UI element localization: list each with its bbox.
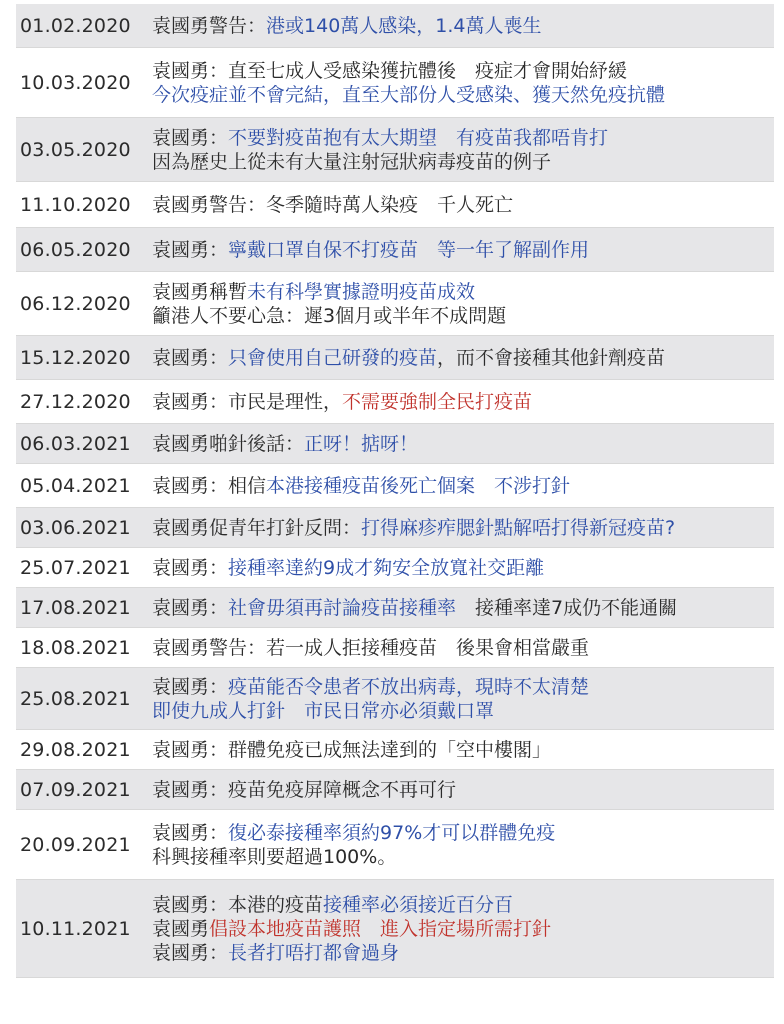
statement-line (152, 238, 774, 262)
statement-segment: 復必泰接種率須約97%才可以群體免疫 (228, 821, 556, 844)
statement-line (152, 59, 774, 83)
statement-line (152, 516, 774, 540)
statement-segment: ，而不會接種其他針劑疫苗 (437, 346, 666, 369)
timeline-row (16, 880, 774, 978)
timeline-row (16, 4, 774, 48)
row-date: 03.05.2020 (20, 138, 131, 161)
statement-line (152, 346, 774, 370)
timeline-row (16, 668, 774, 730)
row-date: 17.08.2021 (20, 596, 131, 619)
statement-segment: 正呀！掂呀！ (304, 432, 419, 455)
statement-line (152, 390, 774, 414)
row-date: 11.10.2020 (20, 193, 131, 216)
row-statement (152, 193, 774, 217)
statement-segment: 只會使用自己研發的疫苗 (228, 346, 438, 369)
statement-segment: 打得麻疹痄腮針點解唔打得新冠疫苗? (361, 516, 676, 539)
timeline-row (16, 182, 774, 228)
statement-segment: 袁國勇：群體免疫已成無法達到的「空中樓閣」 (152, 738, 552, 761)
row-statement (152, 390, 774, 414)
statement-segment: 袁國勇 (152, 917, 210, 940)
row-statement (152, 893, 774, 965)
timeline-row (16, 770, 774, 810)
row-statement (152, 474, 774, 498)
row-statement (152, 59, 774, 107)
timeline-row (16, 508, 774, 548)
statement-segment: 接種率達約9成才夠安全放寬社交距離 (228, 556, 545, 579)
statement-line (152, 83, 774, 107)
statement-segment: 不需要強制全民打疫苗 (342, 390, 533, 413)
timeline-row (16, 48, 774, 118)
row-date: 10.03.2020 (20, 71, 131, 94)
statement-segment: 港或140萬人感染，1.4萬人喪生 (266, 14, 542, 37)
timeline-row (16, 228, 774, 272)
statement-line (152, 150, 774, 174)
row-date: 27.12.2020 (20, 390, 131, 413)
statement-line (152, 280, 774, 304)
statement-segment: 即使九成人打針 市民日常亦必須戴口罩 (152, 699, 495, 722)
row-statement (152, 280, 774, 328)
statement-segment: 寧戴口罩自保不打疫苗 等一年了解副作用 (228, 238, 590, 261)
row-date: 07.09.2021 (20, 778, 131, 801)
statement-segment: 袁國勇： (152, 675, 229, 698)
row-date: 25.08.2021 (20, 687, 131, 710)
statement-line (152, 636, 774, 660)
row-statement (152, 516, 774, 540)
statement-line (152, 14, 774, 38)
row-date: 06.03.2021 (20, 432, 131, 455)
statement-segment: 未有科學實據證明疫苗成效 (247, 280, 476, 303)
timeline-row (16, 464, 774, 508)
statement-line (152, 917, 774, 941)
statement-segment: 長者打唔打都會過身 (228, 941, 400, 964)
statement-segment: 袁國勇： (152, 596, 229, 619)
statement-segment: 袁國勇： (152, 821, 229, 844)
statement-segment: 袁國勇促青年打針反問： (152, 516, 362, 539)
statement-segment: 不要對疫苗抱有太大期望 有疫苗我都唔肯打 (228, 126, 609, 149)
statement-line (152, 778, 774, 802)
row-date: 05.04.2021 (20, 474, 131, 497)
statement-line (152, 675, 774, 699)
statement-line (152, 193, 774, 217)
statement-line (152, 432, 774, 456)
timeline-row (16, 810, 774, 880)
row-date: 29.08.2021 (20, 738, 131, 761)
row-date: 25.07.2021 (20, 556, 131, 579)
statement-segment: 科興接種率則要超過100%。 (152, 845, 397, 868)
row-statement (152, 556, 774, 580)
statement-segment: 袁國勇： (152, 941, 229, 964)
timeline-row (16, 380, 774, 424)
statement-segment: 袁國勇：市民是理性， (152, 390, 343, 413)
row-statement (152, 675, 774, 723)
timeline-row (16, 588, 774, 628)
statement-segment: 袁國勇： (152, 238, 229, 261)
statement-line (152, 941, 774, 965)
statement-segment: 袁國勇： (152, 346, 229, 369)
statement-segment: 袁國勇：直至七成人受感染獲抗體後 疫症才會開始紓緩 (152, 59, 628, 82)
statement-segment: 袁國勇： (152, 126, 229, 149)
statement-segment: 因為歷史上從未有大量注射冠狀病毒疫苗的例子 (152, 150, 552, 173)
row-statement (152, 14, 774, 38)
statement-segment: 袁國勇：相信 (152, 474, 267, 497)
row-statement (152, 596, 774, 620)
timeline-row (16, 336, 774, 380)
row-statement (152, 346, 774, 370)
statement-line (152, 556, 774, 580)
statement-line (152, 596, 774, 620)
statement-segment: 袁國勇稱暫 (152, 280, 248, 303)
statement-segment: 社會毋須再討論疫苗接種率 (228, 596, 457, 619)
statement-segment: 袁國勇警告：冬季隨時萬人染疫 千人死亡 (152, 193, 514, 216)
statement-line (152, 845, 774, 869)
row-date: 18.08.2021 (20, 636, 131, 659)
statement-segment: 袁國勇：本港的疫苗 (152, 893, 324, 916)
timeline-row (16, 628, 774, 668)
row-statement (152, 821, 774, 869)
statement-segment: 接種率必須接近百分百 (323, 893, 514, 916)
row-statement (152, 778, 774, 802)
statement-line (152, 893, 774, 917)
timeline-row (16, 424, 774, 464)
row-date: 20.09.2021 (20, 833, 131, 856)
statement-segment: 籲港人不要心急：遲3個月或半年不成問題 (152, 304, 507, 327)
timeline-row (16, 548, 774, 588)
row-statement (152, 126, 774, 174)
statement-segment: 接種率達7成仍不能通關 (456, 596, 678, 619)
row-date: 06.12.2020 (20, 292, 131, 315)
statement-segment: 袁國勇：疫苗免疫屏障概念不再可行 (152, 778, 457, 801)
statement-line (152, 474, 774, 498)
statement-timeline-table (16, 4, 774, 978)
timeline-row (16, 272, 774, 336)
statement-segment: 袁國勇啪針後話： (152, 432, 305, 455)
row-date: 06.05.2020 (20, 238, 131, 261)
row-date: 03.06.2021 (20, 516, 131, 539)
statement-segment: 本港接種疫苗後死亡個案 不涉打針 (266, 474, 571, 497)
statement-segment: 袁國勇： (152, 556, 229, 579)
statement-segment: 今次疫症並不會完結，直至大部份人受感染、獲天然免疫抗體 (152, 83, 666, 106)
row-statement (152, 636, 774, 660)
row-date: 01.02.2020 (20, 14, 131, 37)
statement-line (152, 699, 774, 723)
timeline-row (16, 730, 774, 770)
row-statement (152, 738, 774, 762)
statement-segment: 疫苗能否令患者不放出病毒，現時不太清楚 (228, 675, 590, 698)
statement-segment: 袁國勇警告：若一成人拒接種疫苗 後果會相當嚴重 (152, 636, 590, 659)
statement-line (152, 738, 774, 762)
row-statement (152, 432, 774, 456)
row-date: 15.12.2020 (20, 346, 131, 369)
statement-line (152, 126, 774, 150)
row-date: 10.11.2021 (20, 917, 131, 940)
statement-line (152, 304, 774, 328)
row-statement (152, 238, 774, 262)
statement-line (152, 821, 774, 845)
timeline-row (16, 118, 774, 182)
statement-segment: 袁國勇警告： (152, 14, 267, 37)
statement-segment: 倡設本地疫苗護照 進入指定場所需打針 (209, 917, 552, 940)
